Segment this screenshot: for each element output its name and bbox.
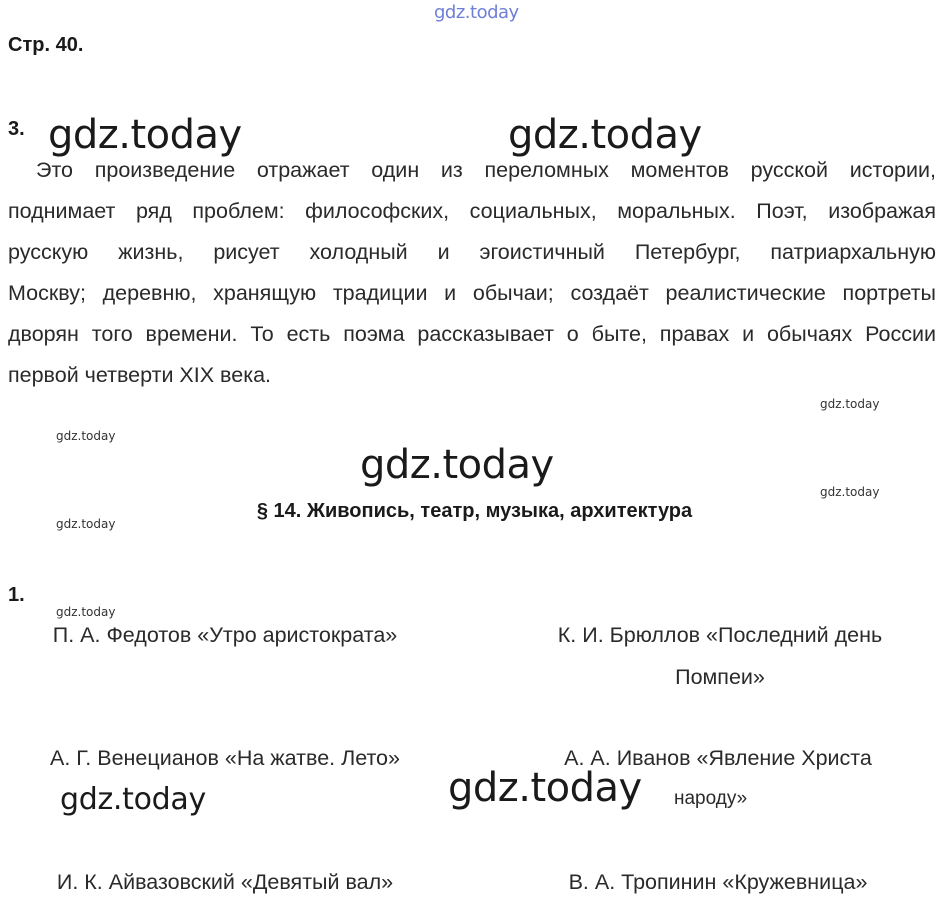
work-aivazovsky: И. К. Айвазовский «Девятый вал» (56, 870, 394, 894)
work-fedotov: П. А. Федотов «Утро аристократа» (52, 623, 398, 647)
work-bryullov-line2: Помпеи» (675, 665, 765, 689)
paragraph-line: дворян того времени. То есть поэма рассказывает о быте, правах и обычаях России (8, 322, 936, 346)
task-1-number: 1. (8, 584, 25, 606)
paragraph-line: русскую жизнь, рисует холодный и эгоистичный Петербург, патриархальную (8, 240, 936, 264)
work-ivanov-line1: А. А. Иванов «Явление Христа (564, 746, 872, 770)
watermark-big-center: gdz.today (360, 442, 554, 488)
task-3-paragraph (8, 150, 936, 396)
watermark-small: gdz.today (56, 429, 116, 443)
watermark-small: gdz.today (820, 397, 880, 411)
watermark-top: gdz.today (434, 2, 519, 23)
watermark-big-right: gdz.today (508, 112, 702, 158)
work-ivanov-line2: народу» (674, 788, 748, 809)
watermark-mid-left: gdz.today (60, 782, 206, 817)
work-bryullov-line1: К. И. Брюллов «Последний день (557, 623, 883, 647)
watermark-small: gdz.today (820, 485, 880, 499)
paragraph-line: Москву; деревню, хранящую традиции и обычаи; создаёт реалистические портреты (8, 281, 936, 305)
watermark-small: gdz.today (56, 517, 116, 531)
page-reference: Стр. 40. (8, 34, 84, 56)
paragraph-line: Это произведение отражает один из переломных моментов русской истории, (36, 158, 936, 182)
work-tropinin: В. А. Тропинин «Кружевница» (568, 870, 868, 894)
watermark-big-bottom: gdz.today (448, 765, 642, 811)
watermark-big-left: gdz.today (48, 112, 242, 158)
paragraph-line: первой четверти XIX века. (8, 363, 271, 387)
paragraph-line: поднимает ряд проблем: философских, социальных, моральных. Поэт, изображая (8, 199, 936, 223)
task-3-number: 3. (8, 118, 25, 140)
section-title: § 14. Живопись, театр, музыка, архитектура (256, 500, 693, 522)
watermark-small: gdz.today (56, 605, 116, 619)
work-venetsianov: А. Г. Венецианов «На жатве. Лето» (50, 746, 400, 770)
